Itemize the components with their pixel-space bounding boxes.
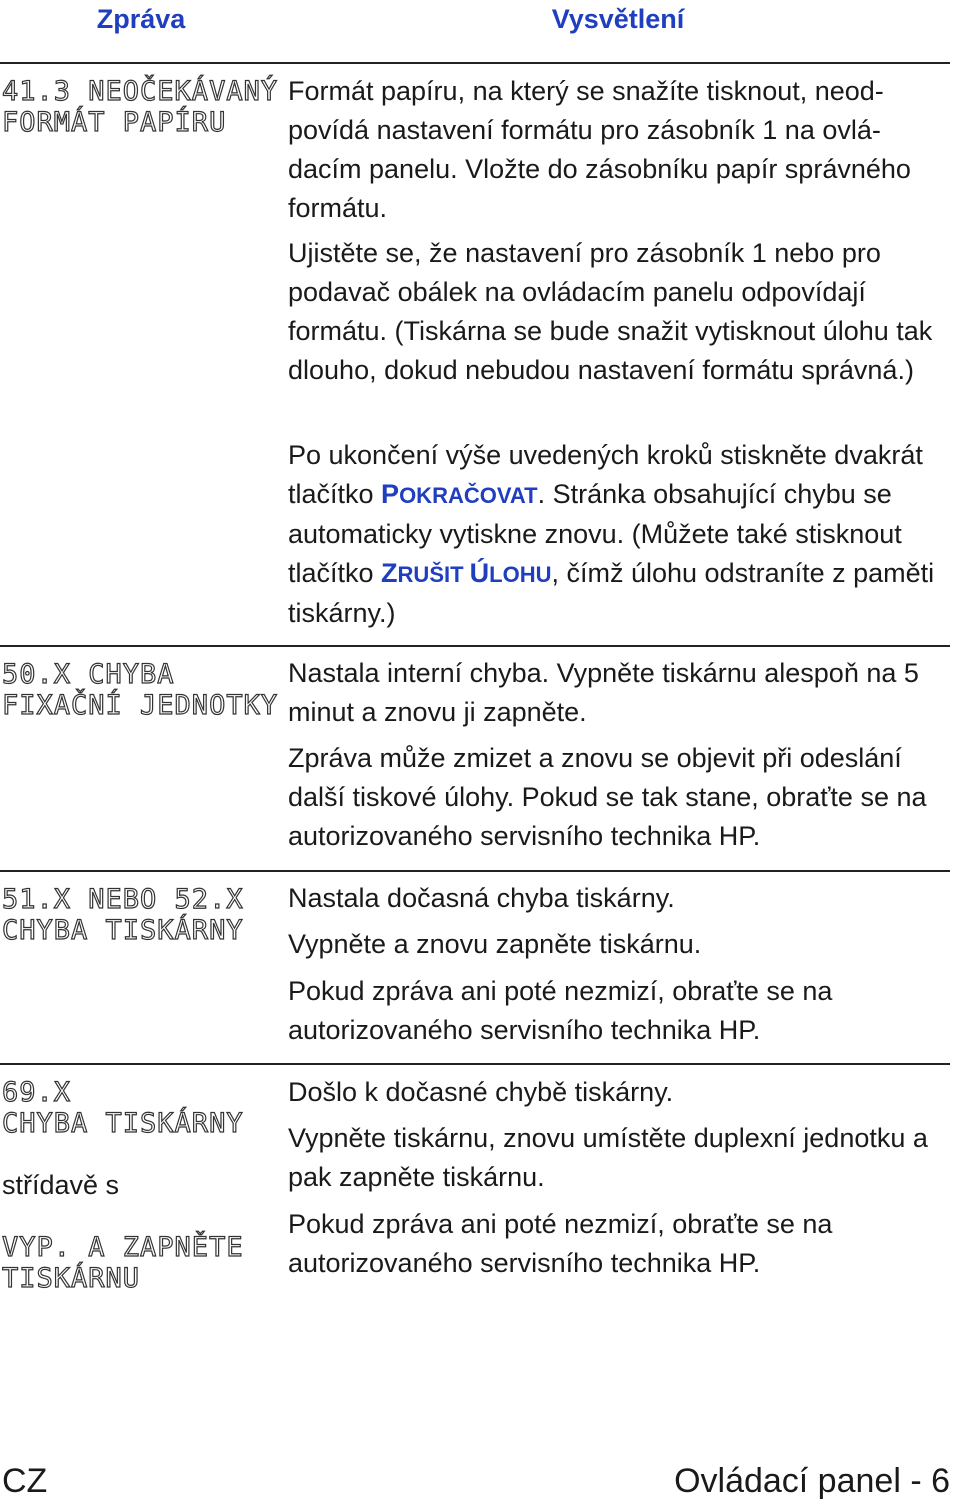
message-51-x-line2: CHYBA TISKÁRNY xyxy=(2,915,244,946)
row-divider xyxy=(0,1063,950,1065)
explanation-51-x-p2: Vypněte a znovu zapněte tiskárnu. xyxy=(288,929,702,959)
message-69-x-line2: CHYBA TISKÁRNY xyxy=(2,1108,244,1139)
alternating-label: střídavě s xyxy=(2,1170,120,1200)
column-header-message: Zpráva xyxy=(96,4,186,34)
row-divider xyxy=(0,645,950,647)
footer-language: CZ xyxy=(2,1462,48,1500)
explanation-50-x-p2: Zpráva může zmizet a znovu se objevit při odeslání další tiskové úlohy. Pokud se tak stane, obraťte se na autorizovaného servisního technika HP. xyxy=(288,743,927,851)
message-vyp-line1: VYP. A ZAPNĚTE xyxy=(2,1232,244,1263)
message-50-x-line2: FIXAČNÍ JEDNOTKY xyxy=(2,690,279,721)
explanation-51-x-p1: Nastala dočasná chyba tiskárny. xyxy=(288,883,675,913)
explanation-51-x-p3: Pokud zpráva ani poté nezmizí, obraťte se na autorizovaného servisního technika HP. xyxy=(288,976,833,1045)
button-name-pokracovat: POKRAČOVAT xyxy=(381,479,538,509)
p3-text-b: . Stránka obsahující chybu se automaticky vytiskne znovu. (Můžete také stisknout tlačítko xyxy=(288,479,902,588)
column-header-explanation: Vysvětlení xyxy=(551,4,685,34)
header-rule xyxy=(0,62,950,64)
row-divider xyxy=(0,870,950,872)
button-name-zrusit-ulohu: ZRUŠIT ÚLOHU xyxy=(381,558,552,588)
message-41-3-line1: 41.3 NEOČEKÁVANÝ xyxy=(2,76,279,107)
footer-page-label: Ovládací panel - 6 xyxy=(674,1462,950,1500)
p3-text-a: Po ukončení výše uvedených kroků stiskněte dvakrát tlačítko xyxy=(288,440,923,509)
explanation-69-x-p2: Vypněte tiskárnu, znovu umístěte duplexní jednotku a pak zapněte tiskárnu. xyxy=(288,1123,928,1192)
explanation-41-3-p1: Formát papíru, na který se snažíte tisknout, neod-povídá nastavení formátu pro zásobník 1 na ovlá-dacím panelu. Vložte do zásobníku papír správného formátu. xyxy=(288,76,911,223)
explanation-69-x-p1: Došlo k dočasné chybě tiskárny. xyxy=(288,1077,674,1107)
message-50-x-line1: 50.X CHYBA xyxy=(2,659,175,690)
p3-text-c: , čímž úlohu odstraníte z paměti tiskárny.) xyxy=(288,558,935,628)
message-41-3-line2: FORMÁT PAPÍRU xyxy=(2,107,227,138)
message-69-x-line1: 69.X xyxy=(2,1077,72,1108)
explanation-50-x-p1: Nastala interní chyba. Vypněte tiskárnu alespoň na 5 minut a znovu ji zapněte. xyxy=(288,658,919,727)
explanation-41-3-p3 xyxy=(288,436,953,633)
explanation-69-x-p3: Pokud zpráva ani poté nezmizí, obraťte se na autorizovaného servisního technika HP. xyxy=(288,1209,833,1278)
message-51-x-line1: 51.X NEBO 52.X xyxy=(2,884,244,915)
explanation-41-3-p2: Ujistěte se, že nastavení pro zásobník 1 nebo pro podavač obálek na ovládacím panelu odpovídají formátu. (Tiskárna se bude snažit vytisknout úlohu tak dlouho, dokud nebudou nastavení formátu správná.) xyxy=(288,238,933,385)
message-vyp-line2: TISKÁRNU xyxy=(2,1263,141,1294)
